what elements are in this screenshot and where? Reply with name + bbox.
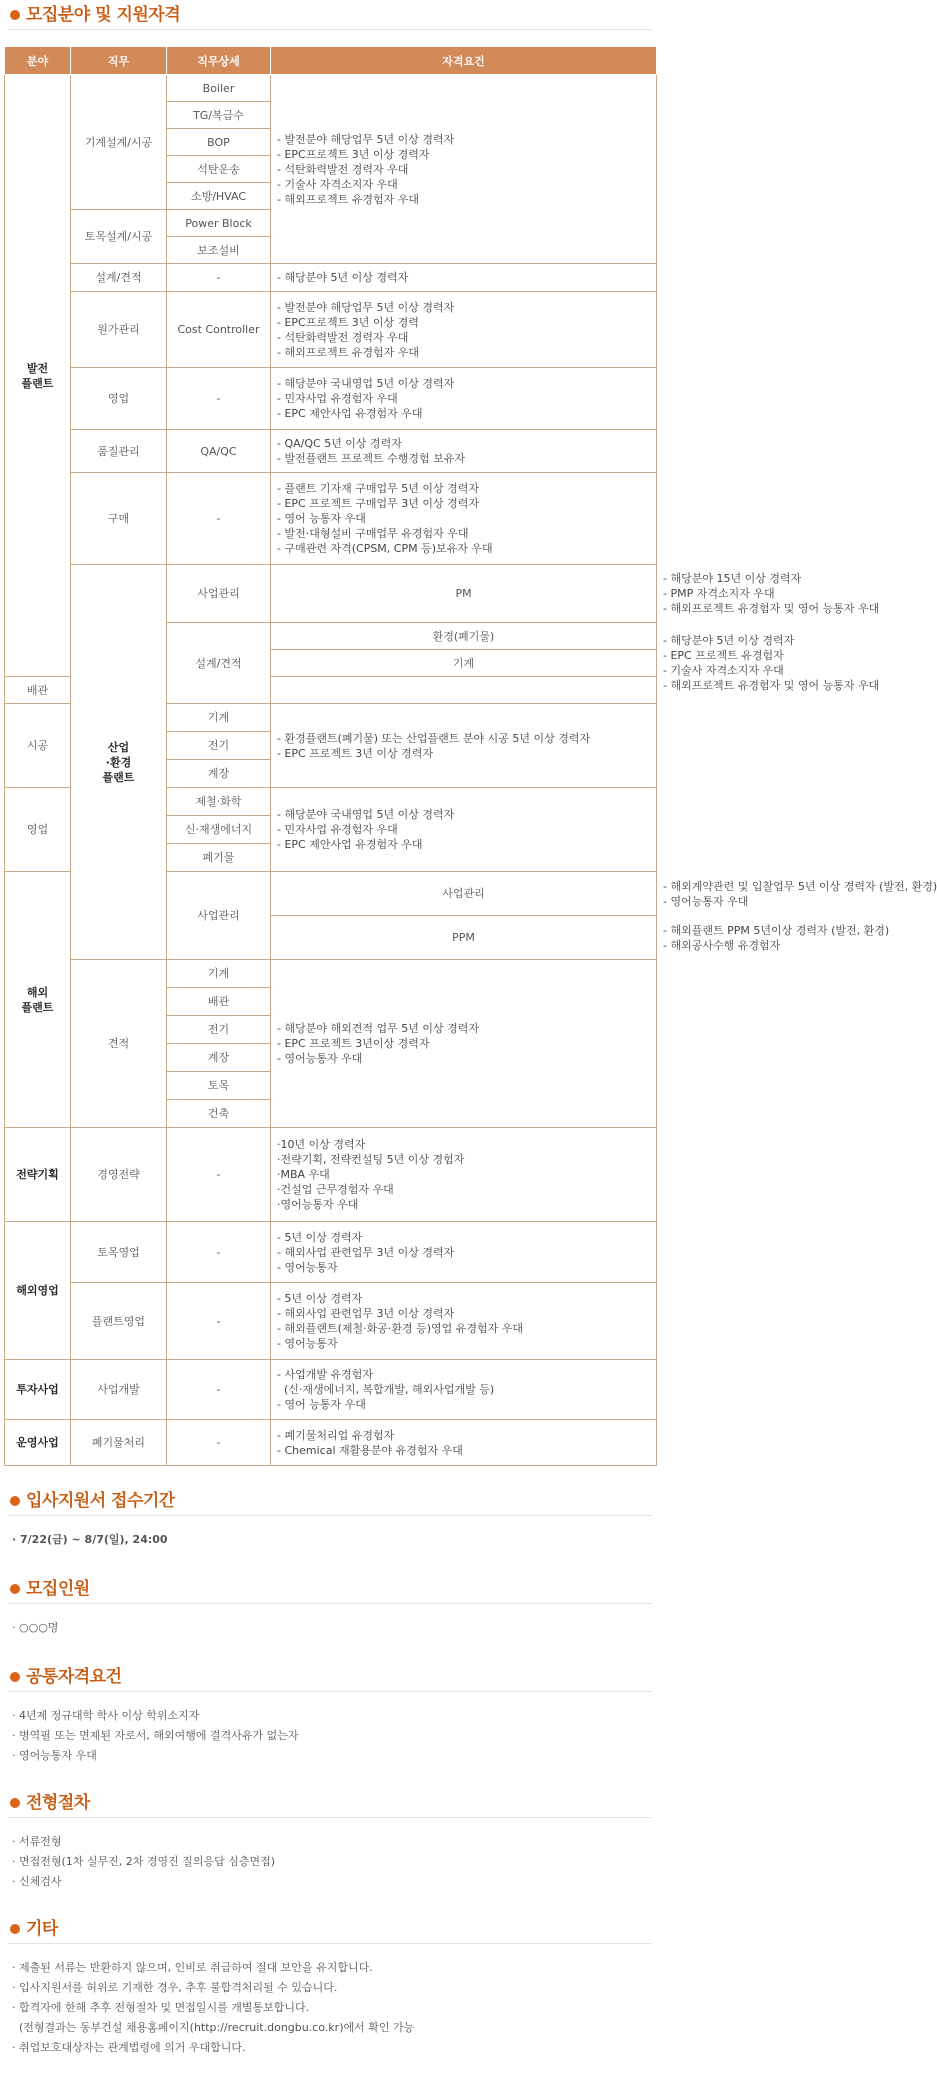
job-civil-sales: 토목영업: [71, 1222, 167, 1283]
qual-line: ·10년 이상 경력자: [277, 1138, 366, 1151]
job-sales2: 영업: [5, 788, 71, 872]
qual-line: - EPC프로젝트 3년 이상 경력: [277, 315, 419, 329]
period-text: · 7/22(금) ~ 8/7(일), 24:00: [12, 1533, 168, 1546]
qual-line: - 석탄화력발전 경력자 우대: [277, 162, 409, 176]
table-header-row: [5, 47, 657, 75]
detail-aux: 보조설비: [167, 237, 271, 264]
qual-line: - 폐기물처리업 유경험자: [277, 1428, 395, 1442]
list-item: · 서류전형: [12, 1835, 62, 1848]
qual-line: - 해외프로젝트 유경험자 우대: [277, 345, 419, 359]
qual-line: - EPC 제안사업 유경험자 우대: [277, 838, 423, 851]
period-list: [4, 1516, 656, 1550]
detail-elec: 전기: [167, 1016, 271, 1044]
qual-sales2: [271, 788, 657, 872]
qual-line: - EPC 제안사업 유경험자 우대: [277, 407, 423, 420]
qual-cost: [271, 292, 657, 368]
list-item: · 영어능통자 우대: [12, 1749, 97, 1762]
detail-waste: 폐기물: [167, 844, 271, 872]
qual-line: - 해당분야 해외견적 업무 5년 이상 경력자: [277, 1022, 479, 1035]
job-mech: 기계설계/시공: [71, 75, 167, 210]
headcount-text: · ○○○명: [12, 1621, 59, 1634]
detail-ppm: PPM: [271, 916, 657, 960]
qual-line: - 영어 능통자 우대: [277, 1398, 366, 1411]
job-cost: 원가관리: [71, 292, 167, 368]
list-item: · 병역필 또는 면제된 자로서, 해외여행에 결격사유가 없는자: [12, 1729, 299, 1742]
detail-cost-controller: Cost Controller: [167, 292, 271, 368]
qual-line: ·건설업 근무경험자 우대: [277, 1183, 394, 1196]
detail-mech: 기계: [167, 704, 271, 732]
list-item: · 합격자에 한해 추후 전형절차 및 면접일시를 개별통보합니다.: [12, 2001, 310, 2014]
detail-power-block: Power Block: [167, 210, 271, 237]
detail-pipe: 배관: [5, 677, 71, 704]
category-operation: 운영사업: [5, 1420, 71, 1466]
qual-line: - 5년 이상 경력자: [277, 1230, 363, 1244]
recruit-table: 분야 직무 직무상세 자격요건 발전 플랜트 기계설계/시공 Boiler - 발전분야 해당업무 5년 이상 경력자 - EPC프로젝트 3년 이상 경력자 - 석탄화력발전 경력자 우대 - 기술사 자격소지자 우대 - 해외프로젝트 유경험자 우대 TG/복급수 BOP 석탄운송 소방/HVAC 토목설계/시공 Power Block 보조설비 설계/견적 - - 해당분야 5년 이상 경력자 원가관리 Cost Controller - 발전분야 해당업무 5년 이상 경력자 - EPC프로젝트 3년 이상 경력 - 석탄화력발전 경력자 우대 - 해외프로젝트 유경험자 우대 영업 - - 해당분야 국내영업 5년 이상 경력자 - 민자사업 유경험자 우대 - EPC 제안사업 유경험자 우대 품질관리 QA/QC - QA/QC 5년 이상 경력자 - 발전플랜트 프로젝트 수행경험 보유자 구매 - - 플랜트 기자재 구매업무 5년 이상 경력자 - EPC 프로젝트 구매업무 3년 이상 경력자 - 영어 능통자 우대 - 발전·대형설비 구매업무 유경험자 우대 - 구매관련 자격(CPSM, CPM 등)보유자 우대 산업 ·환경 플랜트 사업관리 PM - 해당분야 15년 이상 경력자 - PMP 자격소지자 우대 - 해외프로젝트 유경험자 및 영어 능통자 우대 설계/견적 환경(폐기물) - 해당분야 5년 이상 경력자 - EPC 프로젝트 유경험자 - 기술사 자격소지자 우대 - 해외프로젝트 유경험자 및 영어 능통자 우대 기계 배관 시공 기계 - 환경플랜트(폐기물) 또는 산업플랜트 분야 시공 5년 이상 경력자 - EPC 프로젝트 3년 이상 경력자 전기 계장 영업 제철·화학 - 해당분야 국내영업 5년 이상 경력자 - 민자사업 유경험자 우대 - EPC 제안사업 유경험자 우대 신·재생에너지 폐기물 해외 플랜트 사업관리 사업관리 - 해외계약관련 및 입찰업무 5년 이상 경력자 (발전, 환경) - 영어능통자 우대 PPM - 해외플랜트 PPM 5년이상 경력자 (발전, 환경) - 해외공사수행 유경험자 견적 기계 - 해당분야 해외견적 업무 5년 이상 경력자 - EPC 프로젝트 3년이상 경력자 - 영어능통자 우대 배관 전기 계장 토목 건축 전략기획 경영전략 - ·10년 이상 경력자 ·전략기획, 전략컨설팅 5년 이상 경험자 ·MBA 우대 ·건설업 근무경험자 우대 ·영어능통자 우대 해외영업 토목영업 - - 5년 이상 경력자 - 해외사업 관련업무 3년 이상 경력자 - 영어능통자 플랜트영업 - - 5년 이상 경력자 - 해외사업 관련업무 3년 이상 경력자 - 해외플랜트(제철·화공·환경 등)영업 유경험자 우대 - 영어능통자 투자사업 사업개발 - - 사업개발 유경험자 (신·재생에너지, 복합개발, 해외사업개발 등) - 영어 능통자 우대 운영사업 폐기물처리 - - 폐기물처리업 유경험자 - Chemical 재활용분야 유경험자 우대: [4, 46, 657, 1466]
qual-line: - 기술사 자격소지자 우대: [277, 177, 398, 191]
header-job: 직무: [71, 47, 167, 75]
qual-construct: [271, 704, 657, 788]
bullet-dot-icon: [10, 10, 20, 20]
job-sales: 영업: [71, 368, 167, 430]
qual-quality: [271, 430, 657, 473]
qual-line: - EPC 프로젝트 3년 이상 경력자: [277, 746, 433, 760]
common-list: [4, 1692, 656, 1766]
category-invest: 투자사업: [5, 1360, 71, 1420]
detail-civil: 토목: [167, 1072, 271, 1100]
detail-renew: 신·재생에너지: [167, 816, 271, 844]
qual-line: - 해외사업 관련업무 3년 이상 경력자: [277, 1245, 455, 1259]
job-biz-mgmt: 사업관리: [167, 565, 271, 623]
qual-estimate: [271, 960, 657, 1128]
category-overseas-sales: 해외영업: [5, 1222, 71, 1360]
qual-line: - 구매관련 자격(CPSM, CPM 등)보유자 우대: [277, 542, 493, 555]
qual-line: - 민자사업 유경험자 우대: [277, 392, 398, 405]
category-industrial: 산업 ·환경 플랜트: [71, 565, 167, 960]
qual-line: - 영어능통자: [277, 1260, 338, 1274]
etc-list: [4, 1944, 656, 2058]
qual-biz-dev: [271, 1360, 657, 1420]
section-title-recruit-field: 모집분야 및 지원자격: [4, 0, 656, 30]
qual-line: - 5년 이상 경력자: [277, 1292, 363, 1305]
detail-bop: BOP: [167, 129, 271, 156]
bullet-dot-icon: [10, 1584, 20, 1594]
detail-inst: 계장: [167, 760, 271, 788]
job-quality: 품질관리: [71, 430, 167, 473]
qual-line: - 민자사업 유경험자 우대: [277, 823, 398, 836]
detail-dash: -: [167, 1128, 271, 1222]
list-item: · 제출된 서류는 반환하지 않으며, 인비로 취급하여 절대 보안을 유지합니다.: [12, 1961, 373, 1974]
category-power: 발전 플랜트: [5, 75, 71, 677]
job-plant-sales: 플랜트영업: [71, 1283, 167, 1360]
detail-arch: 건축: [167, 1100, 271, 1128]
job-biz-mgmt2: 사업관리: [167, 872, 271, 960]
qual-line: - 영어능통자: [277, 1337, 338, 1350]
list-item: · 취업보호대상자는 관계법령에 의거 우대합니다.: [12, 2041, 246, 2054]
section-title-headcount: 모집인원: [4, 1574, 656, 1604]
detail-biz-mgmt: 사업관리: [271, 872, 657, 916]
detail-pipe: 배관: [167, 988, 271, 1016]
qual-line: ·전략기획, 전략컨설팅 5년 이상 경험자: [277, 1153, 465, 1166]
qual-line: - 플랜트 기자재 구매업무 5년 이상 경력자: [277, 482, 479, 495]
detail-dash: -: [167, 1222, 271, 1283]
qual-line: - 발전·대형설비 구매업무 유경험자 우대: [277, 527, 469, 540]
qual-line: - 발전분야 해당업무 5년 이상 경력자: [277, 300, 455, 314]
detail-pm: PM: [271, 565, 657, 623]
job-mgmt-strategy: 경영전략: [71, 1128, 167, 1222]
bullet-dot-icon: [10, 1798, 20, 1808]
qual-line: - 사업개발 유경험자: [277, 1368, 373, 1381]
detail-dash: -: [167, 368, 271, 430]
qual-sales: [271, 368, 657, 430]
job-design-est: 설계/견적: [71, 264, 167, 292]
list-item: · 입사지원서를 허위로 기재한 경우, 추후 불합격처리될 수 있습니다.: [12, 1981, 338, 1994]
qual-line: - EPC 프로젝트 3년이상 경력자: [277, 1037, 430, 1050]
qual-line: - 해외사업 관련업무 3년 이상 경력자: [277, 1307, 455, 1320]
qual-line: - EPC프로젝트 3년 이상 경력자: [277, 147, 430, 161]
detail-elec: 전기: [167, 732, 271, 760]
qual-line: - 영어능통자 우대: [277, 1052, 363, 1065]
list-item: (전형결과는 동부건설 채용홈페이지(http://recruit.dongbu.co.kr)에서 확인 가능: [12, 2021, 415, 2034]
qual-line: - 해당분야 5년 이상 경력자: [277, 271, 409, 284]
detail-qaqc: QA/QC: [167, 430, 271, 473]
qual-line: - Chemical 재활용분야 유경험자 우대: [277, 1443, 463, 1457]
qual-line: ·영어능통자 우대: [277, 1198, 359, 1211]
qual-line: - 영어 능통자 우대: [277, 512, 366, 525]
qual-purchase: [271, 473, 657, 565]
detail-mech: 기계: [271, 650, 657, 677]
job-biz-dev: 사업개발: [71, 1360, 167, 1420]
headcount-list: [4, 1604, 656, 1638]
header-detail: 직무상세: [167, 47, 271, 75]
qual-line: (신·재생에너지, 복합개발, 해외사업개발 등): [277, 1383, 495, 1396]
category-overseas: 해외 플랜트: [5, 872, 71, 1128]
section-title-etc: 기타: [4, 1914, 656, 1944]
section-title-period: 입사지원서 접수기간: [4, 1486, 656, 1516]
detail-tg: TG/복급수: [167, 102, 271, 129]
qual-line: - 환경플랜트(폐기물) 또는 산업플랜트 분야 시공 5년 이상 경력자: [277, 731, 591, 745]
qual-line: - 해당분야 국내영업 5년 이상 경력자: [277, 377, 455, 390]
job-waste: 폐기물처리: [71, 1420, 167, 1466]
bullet-dot-icon: [10, 1924, 20, 1934]
section-title-process: 전형절차: [4, 1788, 656, 1818]
qual-line: - 발전분야 해당업무 5년 이상 경력자: [277, 132, 455, 146]
list-item: · 신체검사: [12, 1875, 62, 1888]
detail-coal: 석탄운송: [167, 156, 271, 183]
qual-line: - 해당분야 국내영업 5년 이상 경력자: [277, 808, 455, 821]
detail-refine: 제철·화학: [167, 788, 271, 816]
job-construct: 시공: [5, 704, 71, 788]
header-qual: 자격요건: [271, 47, 657, 75]
qual-strategy: [271, 1128, 657, 1222]
job-civil: 토목설계/시공: [71, 210, 167, 264]
detail-env: 환경(폐기물): [271, 623, 657, 650]
detail-dash: -: [167, 1360, 271, 1420]
detail-fire: 소방/HVAC: [167, 183, 271, 210]
section-title-common: 공통자격요건: [4, 1662, 656, 1692]
qual-waste: [271, 1420, 657, 1466]
detail-dash: -: [167, 264, 271, 292]
qual-line: - 발전플랜트 프로젝트 수행경험 보유자: [277, 452, 465, 465]
job-estimate: 견적: [71, 960, 167, 1128]
detail-dash: -: [167, 1283, 271, 1360]
detail-boiler: Boiler: [167, 75, 271, 102]
header-field: 분야: [5, 47, 71, 75]
detail-inst: 계장: [167, 1044, 271, 1072]
detail-dash: -: [167, 473, 271, 565]
process-list: [4, 1818, 656, 1892]
list-item: · 4년제 정규대학 학사 이상 학위소지자: [12, 1709, 200, 1722]
category-strategy: 전략기획: [5, 1128, 71, 1222]
list-item: · 면접전형(1차 실무진, 2차 경영진 질의응답 심층면접): [12, 1855, 276, 1868]
job-purchase: 구매: [71, 473, 167, 565]
qual-line: - QA/QC 5년 이상 경력자: [277, 437, 402, 450]
qual-line: - EPC 프로젝트 구매업무 3년 이상 경력자: [277, 497, 479, 510]
qual-mech: [271, 75, 657, 264]
bullet-dot-icon: [10, 1672, 20, 1682]
qual-line: ·MBA 우대: [277, 1168, 330, 1181]
detail-mech: 기계: [167, 960, 271, 988]
qual-line: - 해외프로젝트 유경험자 우대: [277, 192, 419, 206]
qual-line: - 석탄화력발전 경력자 우대: [277, 330, 409, 344]
qual-civil-sales: [271, 1222, 657, 1283]
qual-line: - 해외플랜트(제철·화공·환경 등)영업 유경험자 우대: [277, 1322, 524, 1335]
qual-plant-sales: [271, 1283, 657, 1360]
detail-dash: -: [167, 1420, 271, 1466]
job-design-est2: 설계/견적: [167, 623, 271, 704]
qual-design-est: [271, 264, 657, 292]
bullet-dot-icon: [10, 1496, 20, 1506]
